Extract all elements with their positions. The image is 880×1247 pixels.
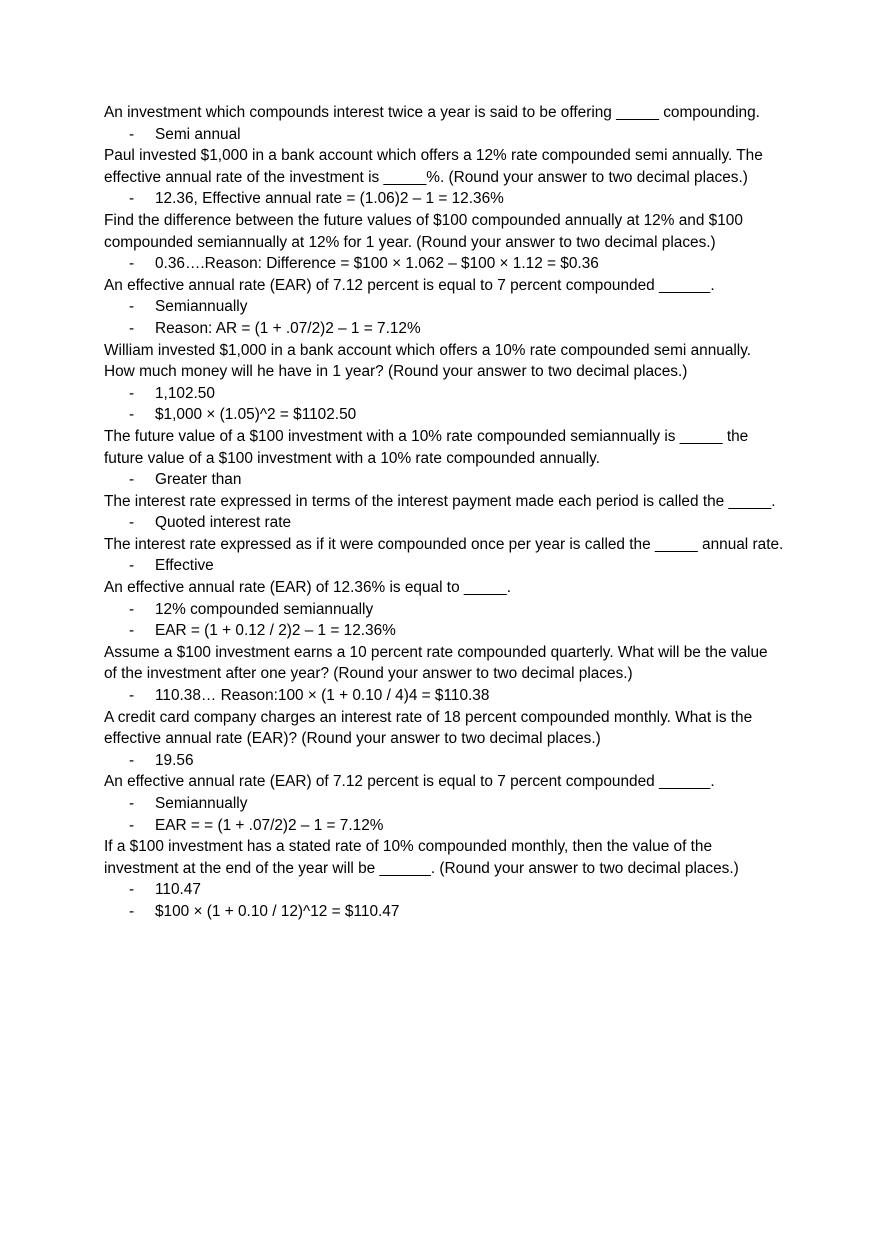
answer-item: [104, 555, 784, 577]
answer-text: EAR = = (1 + .07/2)2 – 1 = 7.12%: [155, 816, 384, 834]
question-text: The interest rate expressed as if it were compounded once per year is called the _____ annual rate.: [104, 535, 784, 553]
question-block: [104, 145, 784, 210]
answer-item: [104, 469, 784, 491]
answer-text: 0.36….Reason: Difference = $100 × 1.062 – $100 × 1.12 = $0.36: [155, 255, 599, 273]
question-block: [104, 577, 784, 642]
dash-bullet-icon: -: [129, 795, 135, 812]
question-block: [104, 707, 784, 772]
answer-text: Effective: [155, 557, 214, 575]
answer-item: [104, 620, 784, 642]
dash-bullet-icon: -: [129, 557, 135, 575]
dash-bullet-icon: -: [129, 471, 135, 489]
dash-bullet-icon: -: [129, 514, 135, 532]
answer-list: [104, 296, 784, 339]
answer-text: 19.56: [155, 751, 194, 769]
answer-item: [104, 901, 784, 923]
question-block: [104, 340, 784, 426]
answer-text: 110.47: [155, 881, 201, 899]
answer-item: [104, 793, 784, 815]
question-text: A credit card company charges an interest rate of 18 percent compounded monthly. What is the effective annual rate (EAR)? (Round your answer to two decimal places.): [104, 708, 753, 748]
question-text: Assume a $100 investment earns a 10 percent rate compounded quarterly. What will be the value of the investment after one year? (Round your answer to two decimal places.): [104, 643, 768, 683]
dash-bullet-icon: -: [129, 687, 135, 705]
answer-text: 1,102.50: [155, 384, 215, 402]
answer-list: [104, 253, 784, 275]
answer-item: [104, 404, 784, 426]
answer-list: [104, 685, 784, 707]
question-text: An effective annual rate (EAR) of 7.12 percent is equal to 7 percent compounded ______.: [104, 276, 715, 294]
question-text: An effective annual rate (EAR) of 12.36% is equal to _____.: [104, 579, 511, 597]
question-text: Paul invested $1,000 in a bank account which offers a 12% rate compounded semi annually. The effective annual rate of the investment is _____%. (Round your answer to two decimal places.): [104, 147, 763, 186]
answer-item: [104, 685, 784, 707]
question-block: [104, 771, 784, 836]
answer-item: [104, 879, 784, 901]
answer-list: [104, 383, 784, 426]
dash-bullet-icon: -: [129, 406, 135, 424]
question-block: [104, 426, 784, 491]
dash-bullet-icon: -: [129, 902, 135, 920]
answer-list: [104, 188, 784, 210]
answer-list: [104, 512, 784, 534]
answer-item: [104, 296, 784, 318]
answer-item: [104, 318, 784, 340]
question-block: [104, 642, 784, 707]
answer-text: Semi annual: [155, 125, 241, 143]
answer-text: Semiannually: [155, 298, 248, 316]
question-text: William invested $1,000 in a bank account which offers a 10% rate compounded semi annually. How much money will he have in 1 year? (Round your answer to two decimal places.): [104, 341, 752, 381]
question-text: The future value of a $100 investment with a 10% rate compounded semiannually is _____ the future value of a $100 investment with a 10% rate compounded annually.: [104, 427, 749, 467]
answer-list: [104, 124, 784, 146]
answer-item: [104, 253, 784, 275]
dash-bullet-icon: -: [129, 881, 135, 899]
answer-text: 12.36, Effective annual rate = (1.06)2 – 1 = 12.36%: [155, 190, 504, 208]
answer-list: [104, 793, 784, 836]
dash-bullet-icon: -: [129, 125, 135, 143]
dash-bullet-icon: -: [129, 816, 135, 834]
dash-bullet-icon: -: [129, 622, 135, 640]
question-block: [104, 275, 784, 340]
question-block: [104, 836, 784, 922]
question-block: [104, 534, 784, 577]
answer-list: [104, 879, 784, 922]
answer-text: 12% compounded semiannually: [155, 600, 374, 618]
document-content: [104, 102, 784, 923]
answer-item: [104, 124, 784, 146]
answer-text: $1,000 × (1.05)^2 = $1102.50: [155, 406, 357, 424]
question-block: [104, 491, 784, 534]
answer-item: [104, 815, 784, 837]
answer-item: [104, 599, 784, 621]
question-text: Find the difference between the future values of $100 compounded annually at 12% and $100 compounded semiannually at 12% for 1 year. (Round your answer to two decimal places.): [104, 211, 743, 251]
answer-text: EAR = (1 + 0.12 / 2)2 – 1 = 12.36%: [155, 622, 396, 640]
dash-bullet-icon: -: [129, 298, 135, 316]
answer-list: [104, 750, 784, 772]
question-block: [104, 102, 784, 145]
question-text: If a $100 investment has a stated rate of 10% compounded monthly, then the value of the investment at the end of the year will be ______. (Round your answer to two decimal places.): [104, 838, 739, 877]
dash-bullet-icon: -: [129, 190, 135, 208]
dash-bullet-icon: -: [129, 600, 135, 618]
answer-list: [104, 469, 784, 491]
question-block: [104, 210, 784, 275]
answer-item: [104, 750, 784, 772]
question-text: An effective annual rate (EAR) of 7.12 percent is equal to 7 percent compounded ______.: [104, 773, 715, 791]
answer-item: [104, 512, 784, 534]
answer-text: 110.38… Reason:100 × (1 + 0.10 / 4)4 = $110.38: [155, 687, 490, 705]
answer-text: Semiannually: [155, 795, 248, 812]
dash-bullet-icon: -: [129, 384, 135, 402]
answer-list: [104, 555, 784, 577]
answer-text: Reason: AR = (1 + .07/2)2 – 1 = 7.12%: [155, 319, 421, 337]
answer-text: Quoted interest rate: [155, 514, 292, 532]
answer-list: [104, 599, 784, 642]
question-text: An investment which compounds interest twice a year is said to be offering _____ compounding.: [104, 104, 760, 121]
question-text: The interest rate expressed in terms of the interest payment made each period is called the _____.: [104, 492, 776, 510]
dash-bullet-icon: -: [129, 751, 135, 769]
answer-text: Greater than: [155, 471, 242, 489]
dash-bullet-icon: -: [129, 255, 135, 273]
answer-item: [104, 383, 784, 405]
answer-text: $100 × (1 + 0.10 / 12)^12 = $110.47: [155, 902, 400, 920]
answer-item: [104, 188, 784, 210]
dash-bullet-icon: -: [129, 319, 135, 337]
